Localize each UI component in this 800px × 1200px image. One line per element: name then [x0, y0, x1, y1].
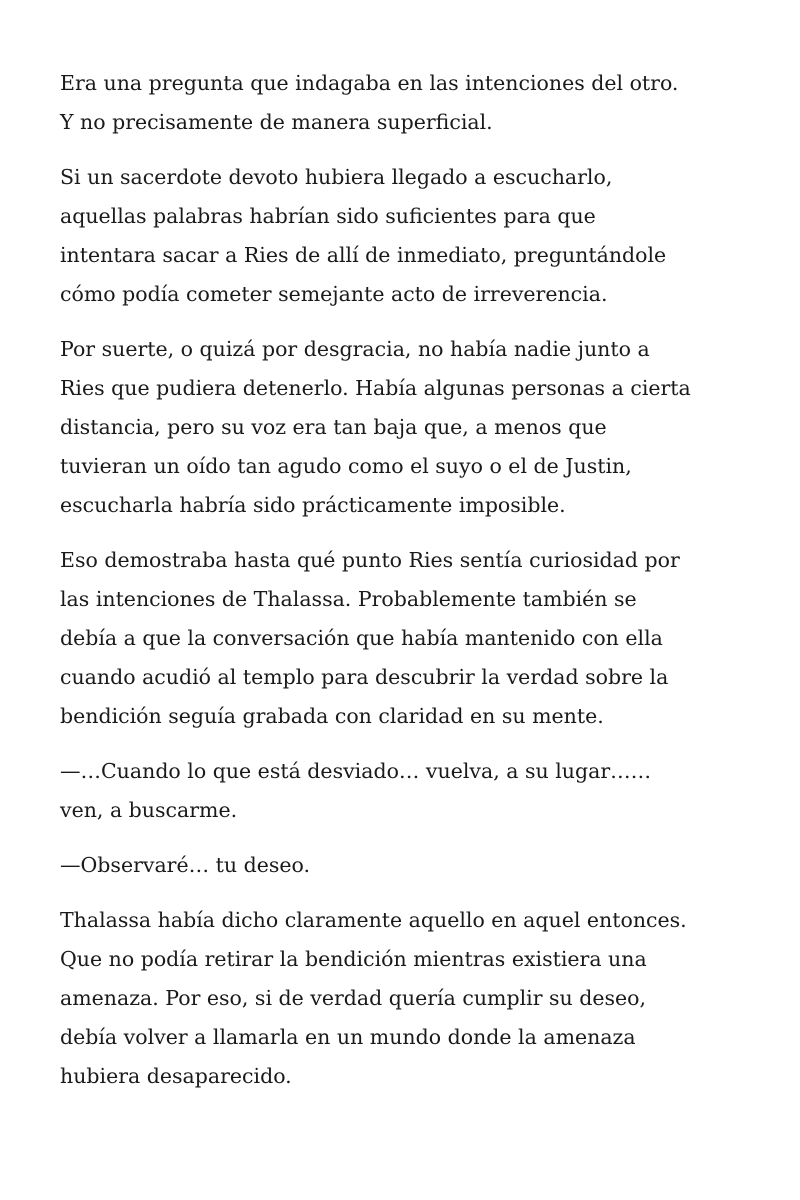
paragraph-1: Era una pregunta que indagaba en las intenciones del otro. Y no precisamente de manera superficial. [60, 71, 679, 134]
dialogue-line-1: —…Cuando lo que está desviado… vuelva, a su lugar…… ven, a buscarme. [60, 759, 652, 822]
paragraph-4: Eso demostraba hasta qué punto Ries sentía curiosidad por las intenciones de Thalassa. Probablemente también se debía a que la conversación que había mantenido con ella cuando acudió al templo para descubrir la verdad sobre la bendición seguía grabada con claridad en su mente. [60, 548, 680, 728]
dialogue-line-2: —Observaré… tu deseo. [60, 853, 310, 877]
paragraph-5: Thalassa había dicho claramente aquello en aquel entonces. Que no podía retirar la bendición mientras existiera una amenaza. Por eso, si de verdad quería cumplir su deseo, debía volver a llamarla en un mundo donde la amenaza hubiera desaparecido. [60, 908, 687, 1088]
paragraph-3: Por suerte, o quizá por desgracia, no había nadie junto a Ries que pudiera detenerlo. Había algunas personas a cierta distancia, pero su voz era tan baja que, a menos que tuvieran un oído tan agudo como el suyo o el de Justin, escucharla habría sido prácticamente imposible. [60, 337, 691, 517]
paragraph-2: Si un sacerdote devoto hubiera llegado a escucharlo, aquellas palabras habrían sido suficientes para que intentara sacar a Ries de allí de inmediato, preguntándole cómo podía cometer semejante acto de irreverencia. [60, 165, 667, 306]
document-page [60, 64, 750, 1112]
